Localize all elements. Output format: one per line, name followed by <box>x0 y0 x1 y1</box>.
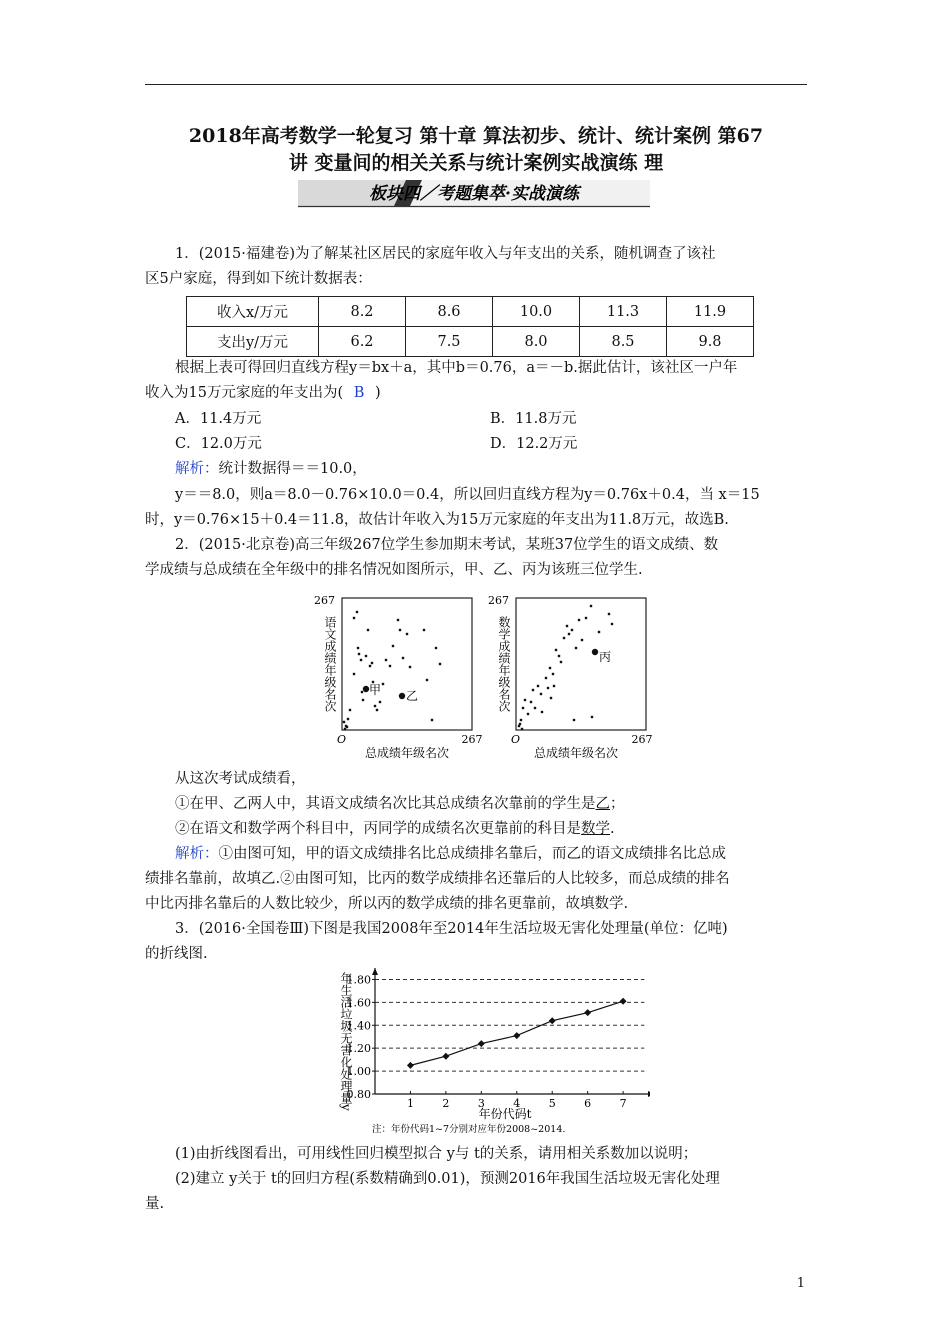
scatter-point <box>560 661 562 663</box>
table-cell: 8.2 <box>319 297 406 327</box>
scatter-point <box>608 613 610 615</box>
q2-stem-1: 2．(2015·北京卷)高三年级267位学生参加期末考试，某班37位学生的语文成绩、数 <box>175 537 719 553</box>
q2-item-2 <box>175 817 615 841</box>
scatter-point <box>550 697 552 699</box>
scatter-point <box>426 679 428 681</box>
q1-solution-2: y＝＝8.0，则a＝8.0－0.76×10.0＝0.4，所以回归直线方程为y＝0.76x＋0.4，当 x＝15 <box>175 487 760 503</box>
scatter-point <box>555 649 557 651</box>
scatter-point <box>343 721 345 723</box>
data-point <box>442 1053 449 1060</box>
q1-solution-3: 时，y＝0.76×15＋0.4＝11.8，故估计年收入为15万元家庭的年支出为11.8万元，故选B. <box>145 512 729 528</box>
scatter-point <box>532 689 534 691</box>
q2-item-1-end: ； <box>610 796 625 812</box>
q1-after-2-close: ) <box>374 385 381 401</box>
q1-option-a: A．11.4万元 <box>175 411 262 427</box>
scatter-point <box>558 655 560 657</box>
scatter-point <box>541 711 543 713</box>
scatter-point <box>360 659 362 661</box>
q3-sub-2b: 量. <box>145 1196 165 1212</box>
scatter-point <box>537 685 539 687</box>
y-axis-arrow <box>372 968 378 975</box>
y-axis-label: 年生活垃圾无害化处理量y <box>339 972 353 1111</box>
scatter-point <box>598 631 600 633</box>
origin-label: O <box>511 733 521 746</box>
table-cell: 11.3 <box>580 297 667 327</box>
scatter-point <box>349 709 351 711</box>
y-axis-label: 语文成绩年级名次 <box>323 616 337 712</box>
x-tick-label: 5 <box>548 1097 556 1110</box>
y-tick-label: 1.00 <box>346 1065 371 1079</box>
y-tick-label: 1.20 <box>346 1042 371 1056</box>
q3-stem-1: 3．(2016·全国卷Ⅲ)下图是我国2008年至2014年生活垃圾无害化处理量(单位：亿吨) <box>175 921 728 937</box>
chart-note: 注：年份代码1~7分别对应年份2008~2014. <box>372 1124 566 1135</box>
y-max-label: 267 <box>314 594 335 607</box>
student-bing-point <box>592 649 598 655</box>
q1-data-table <box>186 296 754 357</box>
scatter-point <box>361 691 363 693</box>
scatter-point <box>566 625 568 627</box>
x-axis-label: 总成绩年级名次 <box>364 746 450 760</box>
x-tick-label: 7 <box>619 1097 627 1110</box>
scatter-point <box>540 693 542 695</box>
scatter-point <box>522 707 524 709</box>
x-max-label: 267 <box>631 733 653 746</box>
q1-stem-1: 1．(2015·福建卷)为了解某社区居民的家庭年收入与年支出的关系，随机调查了该社 <box>175 246 716 262</box>
x-axis-arrow <box>648 1091 650 1097</box>
table-row <box>187 297 754 327</box>
scatter-point <box>423 629 425 631</box>
scatter-point <box>369 665 371 667</box>
scatter-point <box>591 716 593 718</box>
student-bing-label: 丙 <box>599 650 612 664</box>
q3-sub-2a: (2)建立 y关于 t的回归方程(系数精确到0.01)，预测2016年我国生活垃圾无害化处理 <box>175 1171 720 1187</box>
q2-item-2-answer: 数学 <box>581 821 610 837</box>
data-point <box>584 1009 591 1016</box>
scatter-point <box>397 619 399 621</box>
q2-solution-2: 绩排名靠前，故填乙.②由图可知，比丙的数学成绩排名还靠后的人比较多，而总成绩的排名 <box>145 871 730 887</box>
scatter-point <box>571 629 573 631</box>
q2-jiexi-label: 解析： <box>175 846 219 862</box>
q1-after-2 <box>145 381 381 405</box>
q2-solution-1 <box>175 842 726 866</box>
document-title <box>140 123 812 177</box>
header-rule <box>145 84 807 85</box>
scatter-point <box>362 699 364 701</box>
scatter-point <box>578 619 580 621</box>
x-tick-label: 6 <box>584 1097 592 1110</box>
table-cell: 9.8 <box>667 327 754 357</box>
scatter-point <box>611 623 613 625</box>
scatter-point <box>530 701 532 703</box>
scatter-point <box>379 701 381 703</box>
student-jia-label: 甲 <box>369 683 382 697</box>
scatter-point <box>520 719 522 721</box>
table-cell: 8.0 <box>493 327 580 357</box>
banner-text: 板块四／考题集萃·实战演练 <box>369 184 579 204</box>
scatter-point <box>563 637 565 639</box>
table-cell: 8.5 <box>580 327 667 357</box>
scatter-point <box>376 709 378 711</box>
y-tick-label: 0.80 <box>346 1088 371 1101</box>
scatter-point <box>527 713 529 715</box>
x-max-label: 267 <box>461 733 483 746</box>
scatter-point <box>347 718 349 720</box>
scatter-point <box>409 666 411 668</box>
q1-jiexi-label: 解析： <box>175 461 219 477</box>
table-cell: 支出y/万元 <box>187 327 319 357</box>
scatter-point <box>547 687 549 689</box>
scatter-point <box>521 728 523 730</box>
q2-solution-3: 中比丙排名靠后的人数比较少，所以丙的数学成绩的排名更靠前，故填数学. <box>145 896 629 912</box>
q2-item-1-text: ①在甲、乙两人中，其语文成绩名次比其总成绩名次靠前的学生是 <box>175 796 596 812</box>
scatter-point <box>406 633 408 635</box>
q1-option-b: B．11.8万元 <box>490 411 577 427</box>
scatter-point <box>399 629 401 631</box>
y-tick-label: 1.80 <box>346 973 371 987</box>
scatter-point <box>367 629 369 631</box>
y-tick-label: 1.60 <box>346 996 371 1010</box>
scatter-point <box>534 707 536 709</box>
q2-item-2-end: . <box>610 821 615 837</box>
scatter-point <box>524 699 526 701</box>
title-line-1: 2018年高考数学一轮复习 第十章 算法初步、统计、统计案例 第67 <box>188 125 764 147</box>
y-axis-label: 数学成绩年级名次 <box>497 616 511 712</box>
x-tick-label: 1 <box>406 1097 414 1110</box>
q1-stem-2: 区5户家庭，得到如下统计数据表： <box>145 271 372 287</box>
q1-solution-1 <box>175 457 367 481</box>
scatter-point <box>549 667 551 669</box>
chinese-rank-scatter <box>314 594 483 760</box>
q2-item-2-text: ②在语文和数学两个科目中，丙同学的成绩名次更靠前的科目是 <box>175 821 581 837</box>
scatter-point <box>431 719 433 721</box>
page-number: 1 <box>796 1276 805 1291</box>
scatter-point <box>357 647 359 649</box>
y-max-label: 267 <box>488 594 509 607</box>
scatter-point <box>581 639 583 641</box>
q2-stem-2: 学成绩与总成绩在全年级中的排名情况如图所示，甲、乙、丙为该班三位学生. <box>145 562 643 578</box>
scatter-point <box>552 673 554 675</box>
scatter-point <box>545 677 547 679</box>
y-tick-label: 1.40 <box>346 1019 371 1033</box>
scatter-point <box>371 662 373 664</box>
q1-answer: B <box>353 385 365 401</box>
scatter-point <box>382 683 384 685</box>
table-row <box>187 327 754 357</box>
scatter-point <box>353 673 355 675</box>
q2-sol-1-text: ①由图可知，甲的语文成绩排名比总成绩排名靠后，而乙的语文成绩排名比总成 <box>218 846 726 862</box>
data-point <box>513 1032 520 1039</box>
scatter-point <box>346 726 348 728</box>
q1-after-2-text: 收入为15万元家庭的年支出为( <box>145 385 344 401</box>
table-cell: 6.2 <box>319 327 406 357</box>
scatter-point <box>374 705 376 707</box>
scatter-point <box>590 605 592 607</box>
q3-sub-1: (1)由折线图看出，可用线性回归模型拟合 y与 t的关系，请用相关系数加以说明； <box>175 1146 698 1162</box>
q1-option-d: D．12.2万元 <box>490 436 578 452</box>
garbage-treatment-line-chart <box>330 966 650 1138</box>
data-point <box>620 998 627 1005</box>
student-yi-point <box>399 693 405 699</box>
scatter-point <box>389 665 391 667</box>
scatter-point <box>435 647 437 649</box>
scatter-point <box>385 659 387 661</box>
math-rank-scatter <box>488 594 653 760</box>
scatter-point <box>575 647 577 649</box>
scatter-point <box>402 657 404 659</box>
scatter-point <box>573 719 575 721</box>
scatter-point <box>392 645 394 647</box>
table-cell: 11.9 <box>667 297 754 327</box>
x-axis-label: 总成绩年级名次 <box>533 746 619 760</box>
q2-lead: 从这次考试成绩看， <box>175 771 306 787</box>
scatter-point <box>356 611 358 613</box>
scatter-point <box>353 617 355 619</box>
origin-label: O <box>337 733 347 746</box>
scatter-point <box>358 653 360 655</box>
q2-item-1-answer: 乙 <box>595 796 610 812</box>
data-point <box>407 1062 414 1069</box>
table-cell: 7.5 <box>406 327 493 357</box>
scatter-point <box>519 723 521 725</box>
student-yi-label: 乙 <box>406 689 419 703</box>
table-cell: 8.6 <box>406 297 493 327</box>
x-tick-label: 4 <box>513 1097 521 1110</box>
q1-option-c: C．12.0万元 <box>175 436 262 452</box>
section-banner <box>298 178 650 208</box>
title-line-2: 讲 变量间的相关关系与统计案例实战演练 理 <box>288 152 664 174</box>
q3-stem-2: 的折线图. <box>145 946 208 962</box>
scatter-point <box>365 655 367 657</box>
table-cell: 10.0 <box>493 297 580 327</box>
x-axis-label: 年份代码t <box>478 1107 532 1121</box>
scatter-point <box>585 617 587 619</box>
scatter-point <box>553 685 555 687</box>
data-point <box>549 1017 556 1024</box>
table-cell: 收入x/万元 <box>187 297 319 327</box>
data-point <box>478 1040 485 1047</box>
q2-scatter-figures <box>310 590 660 762</box>
x-tick-label: 2 <box>442 1097 450 1110</box>
q2-item-1 <box>175 792 625 816</box>
q1-sol-1-text: 统计数据得＝＝10.0， <box>218 461 367 477</box>
scatter-point <box>568 633 570 635</box>
q1-after-1: 根据上表可得回归直线方程y＝bx＋a，其中b＝0.76，a＝－b.据此估计，该社区一户年 <box>175 360 738 376</box>
x-tick-label: 3 <box>477 1097 485 1110</box>
scatter-point <box>439 663 441 665</box>
